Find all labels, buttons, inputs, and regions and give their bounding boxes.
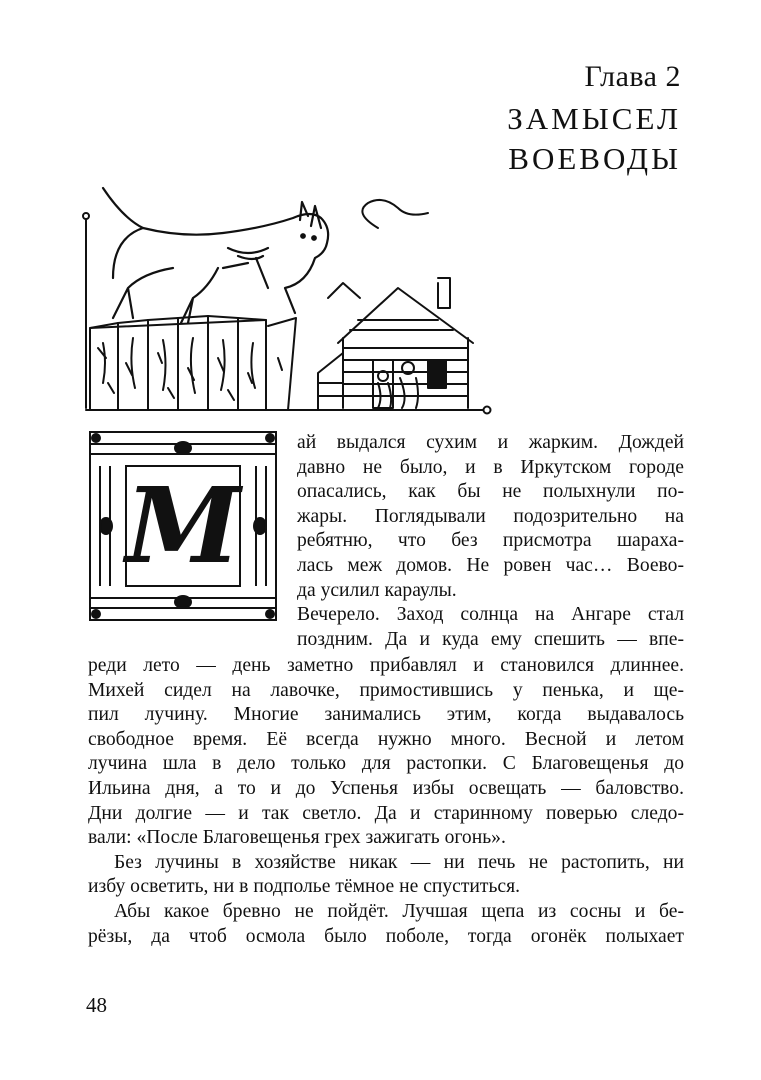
- cat-fence-house-drawing: [78, 168, 498, 423]
- fence: [90, 316, 296, 410]
- text-line: вали: «После Благовещенья грех зажигать огонь».: [88, 827, 506, 849]
- text-line: жары. Поглядывали подозрительно на: [297, 505, 684, 527]
- text-line: Вечерело. Заход солнца на Ангаре стал: [297, 604, 684, 626]
- text-line: опасались, как бы не полыхнули по-: [297, 481, 684, 503]
- chapter-title: [507, 99, 681, 179]
- chapter-title-line-1: ЗАМЫСЕЛ: [507, 101, 681, 136]
- paragraph-wrap: [297, 431, 684, 652]
- text-line: рёзы, да чтоб осмола было поболе, тогда огонёк полыхает: [88, 925, 684, 947]
- text-line: Без лучины в хозяйстве никак — ни печь не растопить, ни: [114, 851, 684, 873]
- text-line: лучина шла в дело только для растопки. С Благовещенья до: [88, 753, 684, 775]
- drop-cap-letter: М: [125, 464, 241, 587]
- cat: [103, 188, 328, 323]
- chapter-label: Глава 2: [584, 60, 681, 93]
- text-line: Дни долгие — и так светло. Да и старинному поверью следо-: [88, 802, 684, 824]
- text-line: избу осветить, ни в подполье тёмное не спуститься.: [88, 876, 521, 898]
- page-number: 48: [86, 993, 107, 1017]
- text-line: давно не было, и в Иркутском городе: [297, 456, 684, 478]
- chapter-illustration: [78, 168, 498, 423]
- text-line: ребятню, что без присмотра шараха-: [297, 530, 684, 552]
- chapter-title-line-2: ВОЕВОДЫ: [508, 141, 681, 176]
- text-line: Михей сидел на лавочке, примостившись у пенька, и ще-: [88, 679, 684, 701]
- text-line: ай выдался сухим и жарким. Дождей: [297, 432, 684, 453]
- text-line: Абы какое бревно не пойдёт. Лучшая щепа из сосны и бе-: [114, 900, 684, 922]
- paragraph-full: [88, 654, 684, 949]
- text-line: свободное время. Её всегда нужно много. Весной и летом: [88, 728, 684, 750]
- text-line: пил лучину. Многие занимались этим, когда выдавалось: [88, 704, 684, 726]
- log-house: [318, 278, 473, 410]
- text-line: лась меж домов. Не ровен час… Воево-: [297, 554, 684, 576]
- drop-cap-frame: [88, 430, 278, 622]
- text-line: реди лето — день заметно прибавлял и становился длиннее.: [88, 655, 684, 676]
- text-line: поздним. Да и куда ему спешить — впе-: [297, 628, 684, 650]
- text-line: да усилил караулы.: [297, 579, 457, 601]
- text-line: Ильина дня, а то и до Успенья избы освещать — баловство.: [88, 777, 684, 799]
